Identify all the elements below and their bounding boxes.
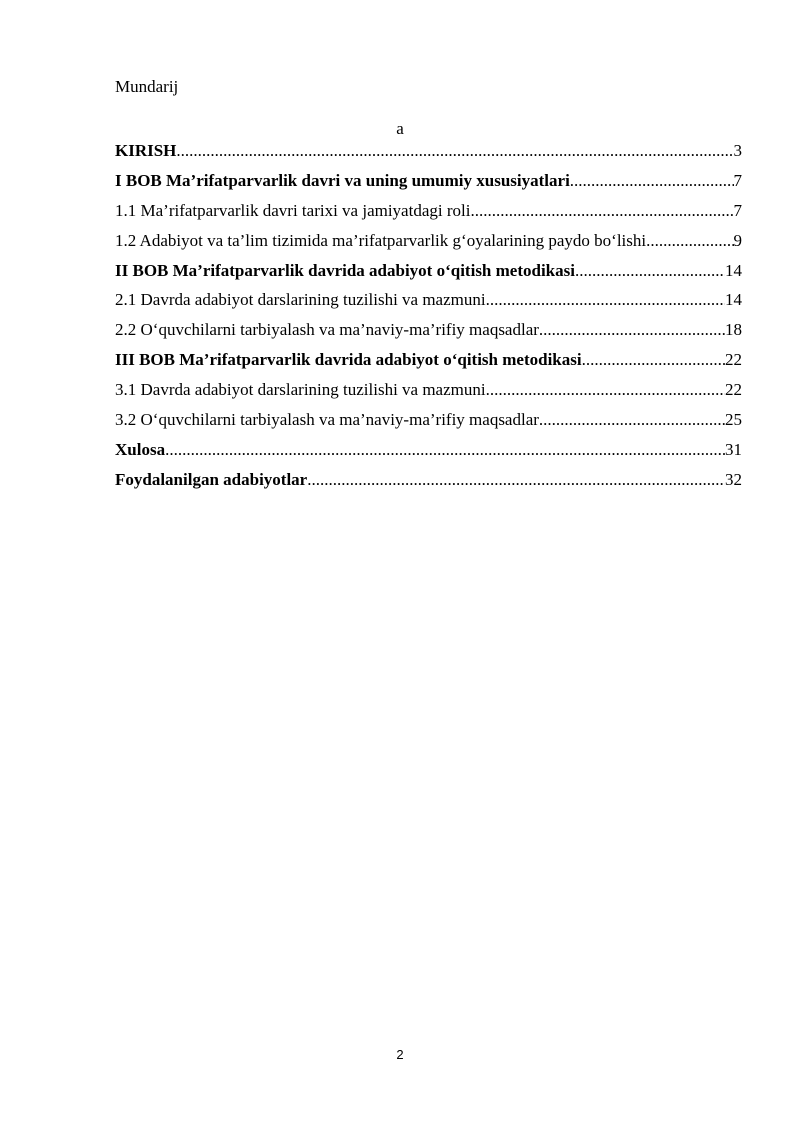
toc-entry-title: 1.1 Ma’rifatparvarlik davri tarixi va jamiyatdagi roli [115,200,471,220]
toc-entry-page: 22 [725,350,742,370]
toc-entry-title: 2.2 O‘quvchilarni tarbiyalash va ma’naviy-ma’rifiy maqsadlar [115,320,539,340]
toc-entry-page: 7 [733,170,742,190]
page-number: 2 [396,1047,404,1062]
center-mark: a [396,119,404,138]
toc-entry-page: 7 [733,200,742,220]
toc-entry[interactable] [115,349,742,379]
toc-entry-title: 1.2 Adabiyot va ta’lim tizimida ma’rifatparvarlik g‘oyalarining paydo bo‘lishi [115,230,647,250]
toc-entry[interactable] [115,289,742,319]
toc-entry-title: 2.1 Davrda adabiyot darslarining tuzilishi va mazmuni [115,290,486,310]
dot-leader [486,289,725,311]
toc-entry-page: 31 [725,439,742,459]
toc-entry-page: 14 [725,260,742,280]
toc-entry-title: 3.1 Davrda adabiyot darslarining tuzilishi va mazmuni [115,380,486,400]
dot-leader [307,469,725,491]
toc-entry[interactable] [115,439,742,469]
toc-entry-page: 14 [725,290,742,310]
toc-entry[interactable] [115,469,742,499]
toc-entry[interactable] [115,260,742,290]
toc-entry-title: 3.2 O‘quvchilarni tarbiyalash va ma’naviy-ma’rifiy maqsadlar [115,410,539,430]
toc-entry[interactable] [115,140,742,170]
toc-entry[interactable] [115,230,742,260]
toc-entry-page: 25 [725,410,742,430]
toc-entry-title: III BOB Ma’rifatparvarlik davrida adabiyot o‘qitish metodikasi [115,350,582,370]
dot-leader [165,439,725,461]
dot-leader [539,409,725,431]
toc-entry-page: 3 [733,141,742,160]
table-of-contents [115,140,742,499]
dot-leader [486,379,725,401]
toc-entry[interactable] [115,200,742,230]
dot-leader [470,200,733,222]
toc-entry-page: 18 [725,320,742,340]
dot-leader [539,319,725,341]
toc-entry-title: KIRISH [115,141,177,160]
toc-entry-title: Xulosa [115,439,166,459]
toc-entry-page: 32 [725,469,742,489]
dot-leader [575,260,725,282]
toc-entry-title: Foydalanilgan adabiyotlar [115,469,308,489]
toc-entry-title: II BOB Ma’rifatparvarlik davrida adabiyot o‘qitish metodikasi [115,260,575,280]
toc-entry[interactable] [115,379,742,409]
toc-heading: Mundarij [115,77,179,96]
toc-entry[interactable] [115,319,742,349]
toc-entry[interactable] [115,170,742,200]
toc-entry-title: I BOB Ma’rifatparvarlik davri va uning umumiy xususiyatlari [115,170,570,190]
toc-entry[interactable] [115,409,742,439]
dot-leader [646,230,733,252]
toc-entry-page: 9 [733,230,742,250]
dot-leader [176,140,733,162]
dot-leader [582,349,725,371]
toc-entry-page: 22 [725,380,742,400]
dot-leader [570,170,734,192]
